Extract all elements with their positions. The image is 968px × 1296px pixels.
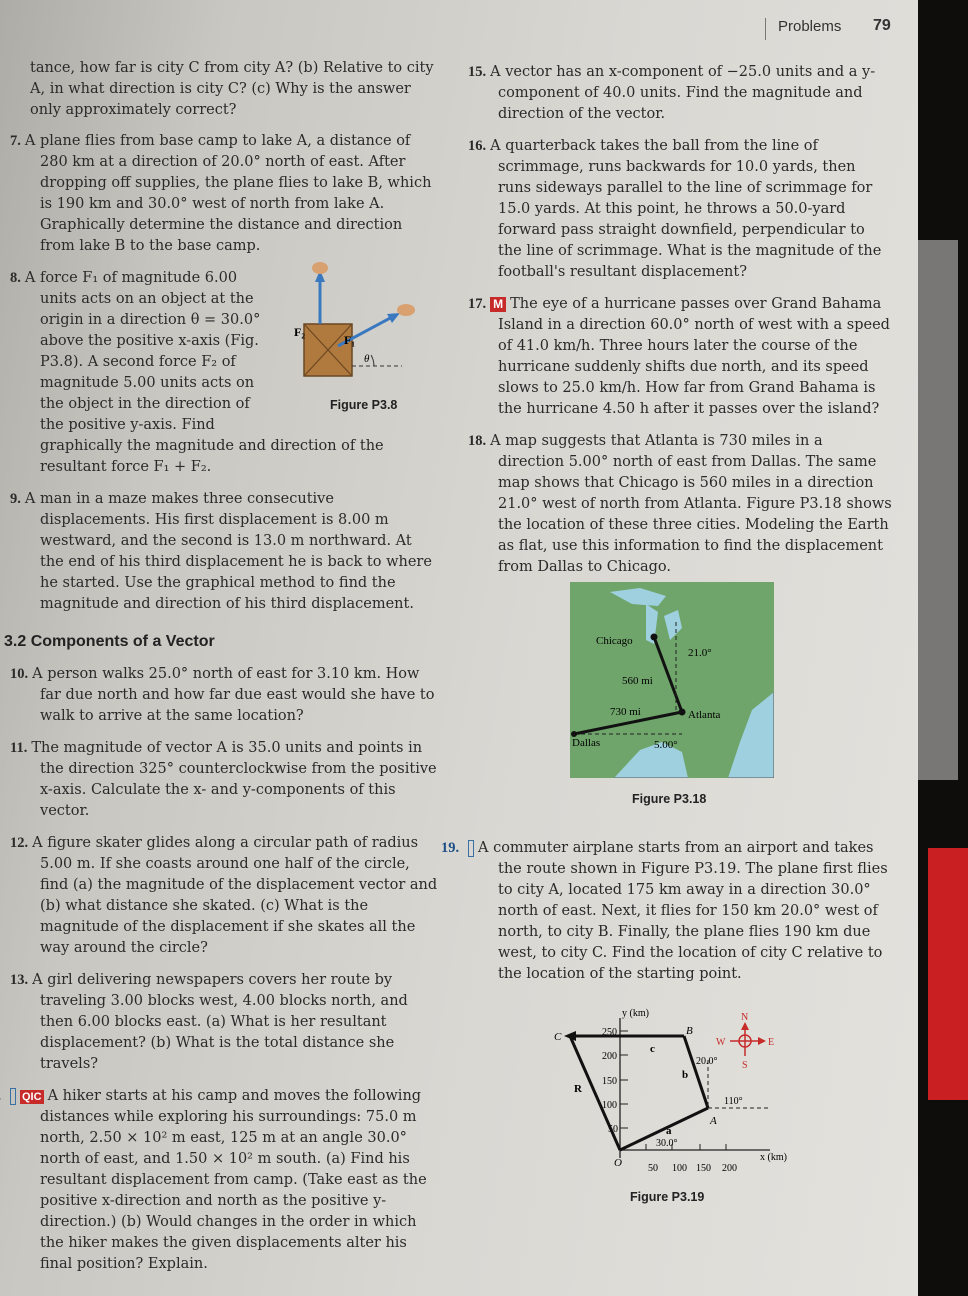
compass-s: S bbox=[742, 1060, 748, 1071]
problem-text: A figure skater glides along a circular path of radius 5.00 m. If she coasts around one half of the circle, find (a) the magnitude of the displacement vector and (b) what distance she skated. (c) What is the magnitude of the displacement if she skates all the way around the circle? bbox=[32, 835, 438, 956]
point-b: B bbox=[686, 1025, 693, 1037]
qic-tag: QIC bbox=[22, 1091, 42, 1103]
problem-number: 15. bbox=[468, 64, 487, 80]
angle-110: 110° bbox=[724, 1096, 743, 1107]
page-number: 79 bbox=[873, 17, 891, 34]
problem-text: A quarterback takes the ball from the line of scrimmage, runs backwards for 10.0 yards, then runs sideways parallel to the line of scrimmage for 15.0 yards. At this point, he throws a 50.0-yard forward pass straight downfield, perpendicular to the line of scrimmage. What is the magnitude of the football's resultant displacement? bbox=[490, 138, 882, 280]
problem-9 bbox=[10, 489, 440, 615]
problem-number: 13. bbox=[10, 972, 29, 988]
chicago-dot bbox=[651, 634, 658, 641]
angle-30: 30.0° bbox=[656, 1138, 678, 1149]
origin-label: O bbox=[614, 1157, 622, 1169]
problem-text: A map suggests that Atlanta is 730 miles in a direction 5.00° north of east from Dallas. The same map shows that Chicago is 560 miles in a direction 21.0° west of north from Atlanta. Figure P3.18 shows the location of these three cities. Modeling the Earth as flat, use this information to find the displacement from Dallas to Chicago. bbox=[490, 433, 892, 575]
problem-text: A hiker starts at his camp and moves the following distances while exploring his surroundings: 75.0 m north, 2.50 × 10² m east, 125 m at an angle 30.0° north of east, and 1.50 × 10² m south. (a) Find his resultant displacement from camp. (Take east as the positive x-direction and north as the positive y-direction.) (b) Would changes in the order in which the hiker makes the given displacements alter his final position? Explain. bbox=[40, 1088, 427, 1272]
problem-text: A person walks 25.0° north of east for 3.10 km. How far due north and how far due east would she have to walk to arrive at the same location? bbox=[32, 666, 435, 724]
figure-p3-18-caption: Figure P3.18 bbox=[632, 792, 707, 806]
distance-730: 730 mi bbox=[610, 706, 641, 718]
x-axis-label: x (km) bbox=[760, 1152, 787, 1163]
red-bookmark-tab bbox=[928, 848, 968, 1100]
f2-label: F₂ bbox=[294, 325, 305, 339]
left-column bbox=[4, 58, 440, 1286]
page-edge-tab bbox=[918, 240, 958, 780]
problem-text: A commuter airplane starts from an airport and takes the route shown in Figure P3.19. The plane first flies to city A, located 175 km away in a direction 30.0° north of east. Next, it flies for 150 km 20.0° west of north, to city B. Finally, the plane flies 190 km due west, to city C. Find the location of city C relative to the location of the starting point. bbox=[478, 840, 888, 982]
problem-number: 16. bbox=[468, 138, 487, 154]
atlanta-label: Atlanta bbox=[688, 709, 721, 721]
label-r: R bbox=[574, 1083, 582, 1095]
point-a: A bbox=[710, 1115, 717, 1127]
problem-number: 9. bbox=[10, 491, 21, 507]
distance-560: 560 mi bbox=[622, 675, 653, 687]
problem-text: A vector has an x-component of −25.0 units and a y-component of 40.0 units. Find the magnitude and direction of the vector. bbox=[490, 64, 876, 122]
problem-number: 19. bbox=[468, 840, 474, 857]
dallas-label: Dallas bbox=[572, 737, 601, 749]
compass-n: N bbox=[741, 1012, 749, 1023]
problem-15 bbox=[468, 62, 892, 125]
y-tick: 250 bbox=[602, 1027, 617, 1038]
continued-text: tance, how far is city C from city A? (b) Relative to city A, in what direction is city C? (c) Why is the answer only approximately correct? bbox=[30, 60, 434, 118]
figure-p3-19 bbox=[550, 1000, 800, 1182]
problem-text: A man in a maze makes three consecutive displacements. His first displacement is 8.00 m westward, and the second is 13.0 m northward. At the end of his third displacement he is back to where he started. Use the graphical method to find the magnitude and direction of his third displacement. bbox=[24, 491, 432, 612]
figure-p3-19-caption: Figure P3.19 bbox=[630, 1190, 705, 1204]
problem-text: The eye of a hurricane passes over Grand Bahama Island in a direction 60.0° north of west with a speed of 41.0 km/h. Three hours later the course of the hurricane suddenly shifts due north, and its speed slows to 25.0 km/h. How far from Grand Bahama is the hurricane 4.50 h after it passes over the island? bbox=[498, 296, 890, 417]
problem-number: 12. bbox=[10, 835, 29, 851]
problem-number: 7. bbox=[10, 133, 21, 149]
problem-18 bbox=[468, 431, 892, 578]
compass-rose-icon bbox=[730, 1022, 766, 1056]
y-tick: 200 bbox=[602, 1051, 617, 1062]
angle-5: 5.00° bbox=[654, 739, 678, 751]
figure-p3-18-map bbox=[570, 582, 774, 778]
problem-13 bbox=[10, 970, 440, 1075]
problem-number: 17. bbox=[468, 296, 487, 312]
problem-text: The magnitude of vector A is 35.0 units and points in the direction 325° counterclockwise from the positive x-axis. Calculate the x- and y-components of this vector. bbox=[31, 740, 437, 819]
angle-21: 21.0° bbox=[688, 647, 712, 659]
label-b: b bbox=[682, 1069, 689, 1081]
problem-14 bbox=[10, 1086, 440, 1275]
x-tick: 200 bbox=[722, 1163, 737, 1174]
figure-p3-8 bbox=[290, 262, 440, 402]
problem-number: 8. bbox=[10, 270, 21, 286]
problem-text: A force F₁ of magnitude 6.00 units acts on an object at the origin in a direction θ = 30.0° above the positive x-axis (Fig. P3.8). A second force F₂ of magnitude 5.00 units acts on the object in the direction of the positive y-axis. Find graphically the magnitude and direction of the resultant force F₁ + F₂. bbox=[24, 270, 384, 475]
theta-label: θ bbox=[364, 353, 370, 365]
problem-number: 18. bbox=[468, 433, 487, 449]
chicago-label: Chicago bbox=[596, 635, 633, 647]
atlanta-dot bbox=[679, 709, 686, 716]
hand-icon bbox=[397, 304, 415, 316]
m-tag: M bbox=[490, 297, 506, 312]
problem-7 bbox=[10, 131, 440, 257]
problem-text: A plane flies from base camp to lake A, a distance of 280 km at a direction of 20.0° north of east. After dropping off supplies, the plane flies to lake B, which is 190 km and 30.0° west of north from lake A. Graphically determine the distance and direction from lake B to the base camp. bbox=[24, 133, 432, 254]
x-tick: 50 bbox=[648, 1163, 658, 1174]
problem-number: 10. bbox=[10, 666, 29, 682]
y-tick: 100 bbox=[602, 1100, 617, 1111]
x-tick: 100 bbox=[672, 1163, 687, 1174]
angle-20: 20.0° bbox=[696, 1056, 718, 1067]
header-rule bbox=[765, 18, 766, 40]
f1-label: F₁ bbox=[344, 333, 355, 347]
hand-icon bbox=[312, 262, 328, 274]
problem-17 bbox=[468, 294, 892, 420]
x-tick: 150 bbox=[696, 1163, 711, 1174]
problem-11 bbox=[10, 738, 440, 822]
problem-number: 11. bbox=[10, 740, 28, 756]
point-c: C bbox=[554, 1031, 562, 1043]
problem-text: A girl delivering newspapers covers her route by traveling 3.00 blocks west, 4.00 blocks north, and then 6.00 blocks east. (a) What is her resultant displacement? (b) What is the total distance she travels? bbox=[32, 972, 408, 1072]
compass-w: W bbox=[716, 1037, 726, 1048]
right-column bbox=[468, 62, 892, 589]
problem-19 bbox=[441, 838, 892, 996]
problem-number bbox=[10, 1088, 16, 1105]
figure-p3-8-caption: Figure P3.8 bbox=[330, 398, 398, 412]
label-c: c bbox=[650, 1043, 655, 1055]
running-header: Problems bbox=[778, 18, 842, 35]
problem-16 bbox=[468, 136, 892, 283]
problem-10 bbox=[10, 664, 440, 727]
compass-e: E bbox=[768, 1037, 775, 1048]
section-heading: 3.2 Components of a Vector bbox=[4, 633, 215, 650]
problem-12 bbox=[10, 833, 440, 959]
y-tick: 50 bbox=[608, 1124, 618, 1135]
y-axis-label: y (km) bbox=[622, 1008, 649, 1019]
y-tick: 150 bbox=[602, 1076, 617, 1087]
label-a: a bbox=[666, 1125, 672, 1137]
